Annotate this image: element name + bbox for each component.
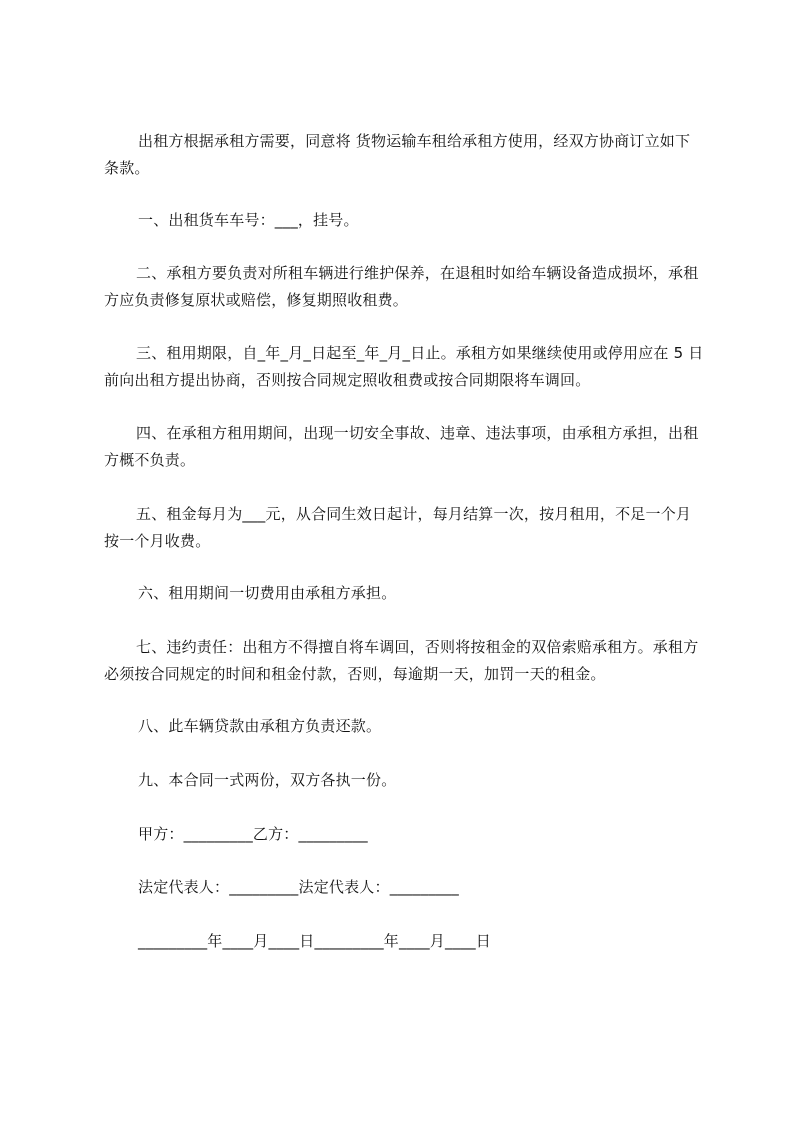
clause-8: 八、此车辆贷款由承租方负责还款。	[138, 717, 382, 735]
clause-9: 九、本合同一式两份，双方各执一份。	[138, 771, 397, 789]
intro-paragraph: 出租方根据承租方需要，同意将 货物运输车租给承租方使用，经双方协商订立如下条款。	[104, 132, 691, 177]
signature-parties: 甲方：_________乙方：_________	[138, 825, 368, 843]
clause-2: 二、承租方要负责对所租车辆进行维护保养，在退租时如给车辆设备造成损坏，承租方应负责修复原状或赔偿，修复期照收租费。	[104, 264, 699, 309]
clause-5: 五、租金每月为___元，从合同生效日起计，每月结算一次，按月租用，不足一个月按一个月收费。	[104, 505, 692, 550]
clause-1: 一、出租货车车号：___，挂号。	[138, 211, 359, 229]
clause-7: 七、违约责任：出租方不得擅自将车调回，否则将按租金的双倍索赔承租方。承租方必须按合同规定的时间和租金付款，否则，每逾期一天，加罚一天的租金。	[104, 638, 699, 683]
signature-representatives: 法定代表人：_________法定代表人：_________	[138, 878, 460, 896]
clause-3: 三、租用期限，自_年_月_日起至_年_月_日止。承租方如果继续使用或停用应在 5 日前向出租方提出协商，否则按合同规定照收租费或按合同期限将车调回。	[104, 344, 704, 389]
signature-dates: _________年____月____日_________年____月____日	[138, 932, 492, 950]
clause-4: 四、在承租方租用期间，出现一切安全事故、违章、违法事项，由承租方承担，出租方概不负责。	[104, 424, 699, 469]
clause-6: 六、租用期间一切费用由承租方承担。	[138, 584, 397, 602]
